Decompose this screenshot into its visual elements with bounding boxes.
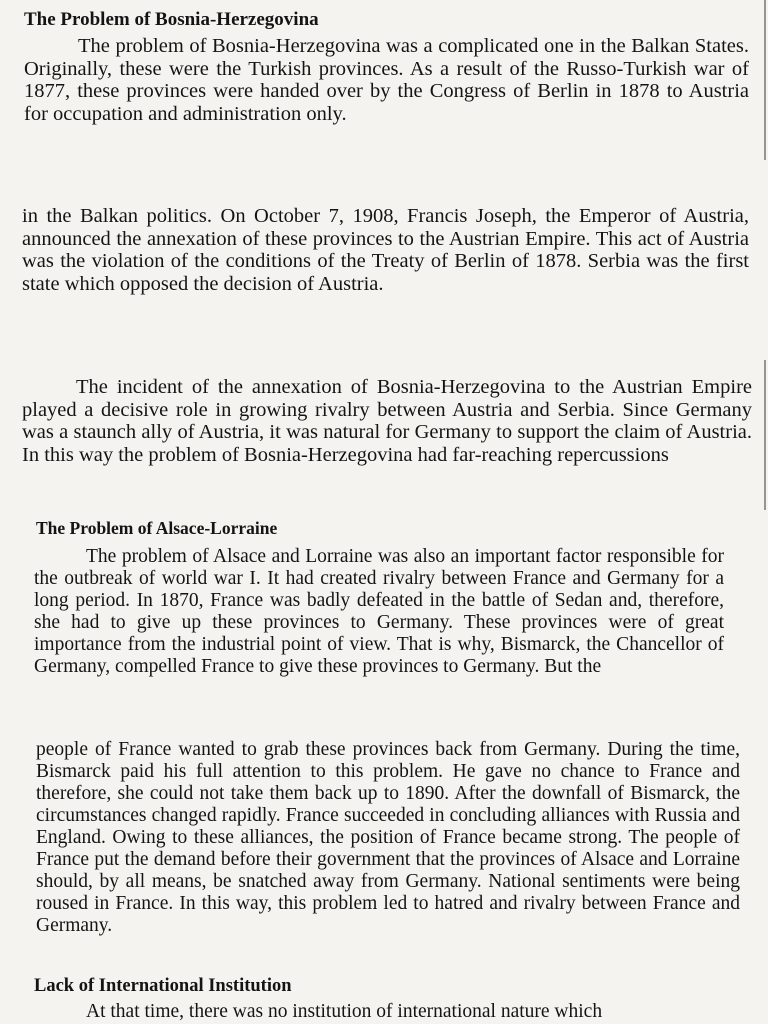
paragraph-alsace-2: people of France wanted to grab these provinces back from Germany. During the time, Bismarck paid his full attention to this problem. He gave no chance to France and therefore, she could not take them back up to 1890. After the downfall of Bismarck, the circumstances changed rapidly. France succeeded in concluding alliances with Russia and England. Owing to these alliances, the position of France became strong. The people of France put the demand before their government that the provinces of Alsace and Lorraine should, by all means, be snatched away from Germany. National sentiments were being roused in France. In this way, this problem led to hatred and rivalry between France and Germany. — [36, 739, 740, 936]
paragraph-alsace-1: The problem of Alsace and Lorraine was also an important factor responsible for the outbreak of world war I. It had created rivalry between France and Germany for a long period. In 1870, France was badly defeated in the battle of Sedan and, therefore, she had to give up these provinces to Germany. These provinces were of great importance from the industrial point of view. That is why, Bismarck, the Chancellor of Germany, compelled France to give these provinces to Germany. But the — [34, 546, 724, 677]
paragraph-institution-1: At that time, there was no institution of international nature which — [86, 1001, 603, 1022]
heading-alsace: The Problem of Alsace-Lorraine — [36, 518, 278, 538]
heading-bosnia: The Problem of Bosnia-Herzegovina — [24, 9, 319, 30]
page-edge-shadow-1 — [764, 0, 766, 160]
heading-institution: Lack of International Institution — [34, 976, 292, 996]
paragraph-bosnia-2: in the Balkan politics. On October 7, 1908, Francis Joseph, the Emperor of Austria, announced the annexation of these provinces to the Austrian Empire. This act of Austria was the violation of the conditions of the Treaty of Berlin of 1878. Serbia was the first state which opposed the decision of Austria. — [22, 205, 749, 295]
paragraph-bosnia-1: The problem of Bosnia-Herzegovina was a complicated one in the Balkan States. Originally, these were the Turkish provinces. As a result of the Russo-Turkish war of 1877, these provinces were handed over by the Congress of Berlin in 1878 to Austria for occupation and administration only. — [24, 35, 749, 125]
page-edge-shadow-2 — [764, 360, 766, 510]
paragraph-bosnia-3: The incident of the annexation of Bosnia-Herzegovina to the Austrian Empire played a decisive role in growing rivalry between Austria and Serbia. Since Germany was a staunch ally of Austria, it was natural for Germany to support the claim of Austria. In this way the problem of Bosnia-Herzegovina had far-reaching repercussions — [22, 376, 752, 466]
